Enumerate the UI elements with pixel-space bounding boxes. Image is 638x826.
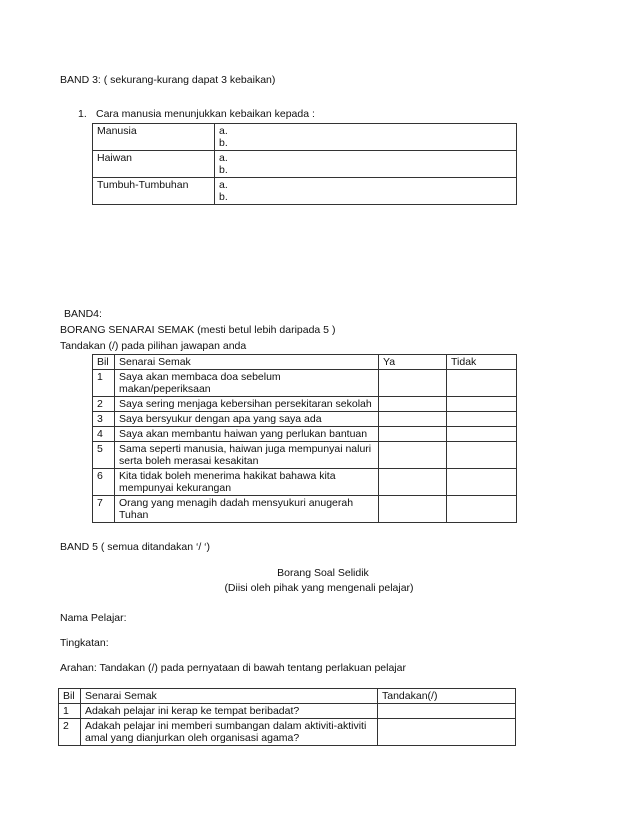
table-row [93,178,517,205]
col-header-item: Senarai Semak [81,689,378,704]
tingkatan-label: Tingkatan: [60,637,109,649]
tandakan-cell[interactable] [378,719,516,746]
table-row [93,370,517,397]
tidak-cell[interactable] [447,412,517,427]
band4-instruction: Tandakan (/) pada pilihan jawapan anda [60,340,247,352]
tidak-cell[interactable] [447,370,517,397]
band3-q1-number: 1. [78,108,87,120]
band5-subtitle: (Diisi oleh pihak yang mengenali pelajar) [224,582,414,594]
band3-label: Haiwan [93,151,215,178]
option-b: b. [219,191,228,203]
ya-cell[interactable] [379,442,447,469]
row-item-text: Adakah pelajar ini memberi sumbangan dalam aktiviti-aktiviti [85,720,367,732]
table-header-row [93,355,517,370]
row-bil: 1 [93,370,115,397]
row-item-text: Saya bersyukur dengan apa yang saya ada [119,413,322,425]
row-bil: 2 [59,719,81,746]
col-header-bil: Bil [93,355,115,370]
row-item-text: Kita tidak boleh menerima hakikat bahawa kita [119,470,336,482]
band3-table [92,123,517,205]
arahan-text: Arahan: Tandakan (/) pada pernyataan di bawah tentang perlakuan pelajar [60,662,406,674]
table-row [93,151,517,178]
table-row [93,442,517,469]
row-item-text: Saya sering menjaga kebersihan persekitaran sekolah [119,398,372,410]
ya-cell[interactable] [379,397,447,412]
band4-checklist-table [92,354,517,523]
tidak-cell[interactable] [447,442,517,469]
row-bil: 4 [93,427,115,442]
table-row [93,124,517,151]
col-header-bil: Bil [59,689,81,704]
ya-cell[interactable] [379,370,447,397]
band5-title: Borang Soal Selidik [277,567,369,579]
nama-pelajar-label: Nama Pelajar: [60,612,127,624]
col-header-tandakan: Tandakan(/) [378,689,516,704]
ya-cell[interactable] [379,496,447,523]
table-row [93,412,517,427]
row-bil: 1 [59,704,81,719]
tidak-cell[interactable] [447,496,517,523]
table-row [93,496,517,523]
row-item-text: serta boleh merasai kesakitan [119,455,259,467]
ya-cell[interactable] [379,412,447,427]
row-item-text: amal yang dianjurkan oleh organisasi agama? [85,732,300,744]
band3-q1-text: Cara manusia menunjukkan kebaikan kepada : [96,108,315,120]
row-item-text: mempunyai kekurangan [119,482,232,494]
table-row [93,427,517,442]
row-bil: 7 [93,496,115,523]
row-bil: 3 [93,412,115,427]
row-item-text: Saya akan membaca doa sebelum makan/peperiksaan [119,371,281,395]
table-row [59,704,516,719]
table-header-row [59,689,516,704]
tidak-cell[interactable] [447,469,517,496]
option-a: a. [219,125,228,137]
table-row [59,719,516,746]
row-item-text: Tuhan [119,509,149,521]
table-row [93,397,517,412]
ya-cell[interactable] [379,427,447,442]
option-a: a. [219,179,228,191]
col-header-item: Senarai Semak [115,355,379,370]
row-item-text: Adakah pelajar ini kerap ke tempat beribadat? [85,705,300,717]
tandakan-cell[interactable] [378,704,516,719]
band4-heading: BAND4: [64,308,102,320]
band5-survey-table [58,688,516,746]
tidak-cell[interactable] [447,427,517,442]
col-header-ya: Ya [379,355,447,370]
row-item-text: Saya akan membantu haiwan yang perlukan bantuan [119,428,368,440]
row-item-text: Orang yang menagih dadah mensyukuri anugerah [119,497,354,509]
row-bil: 6 [93,469,115,496]
band5-heading: BAND 5 ( semua ditandakan ‘/ ‘) [60,541,210,553]
row-bil: 5 [93,442,115,469]
row-item-text: Sama seperti manusia, haiwan juga mempunyai naluri [119,443,372,455]
band4-form-title: BORANG SENARAI SEMAK (mesti betul lebih daripada 5 ) [60,324,336,336]
row-bil: 2 [93,397,115,412]
band3-heading: BAND 3: ( sekurang-kurang dapat 3 kebaikan) [60,74,276,86]
table-row [93,469,517,496]
ya-cell[interactable] [379,469,447,496]
band3-label: Tumbuh-Tumbuhan [93,178,215,205]
option-b: b. [219,137,228,149]
option-b: b. [219,164,228,176]
col-header-tidak: Tidak [447,355,517,370]
band3-label: Manusia [93,124,215,151]
option-a: a. [219,152,228,164]
tidak-cell[interactable] [447,397,517,412]
